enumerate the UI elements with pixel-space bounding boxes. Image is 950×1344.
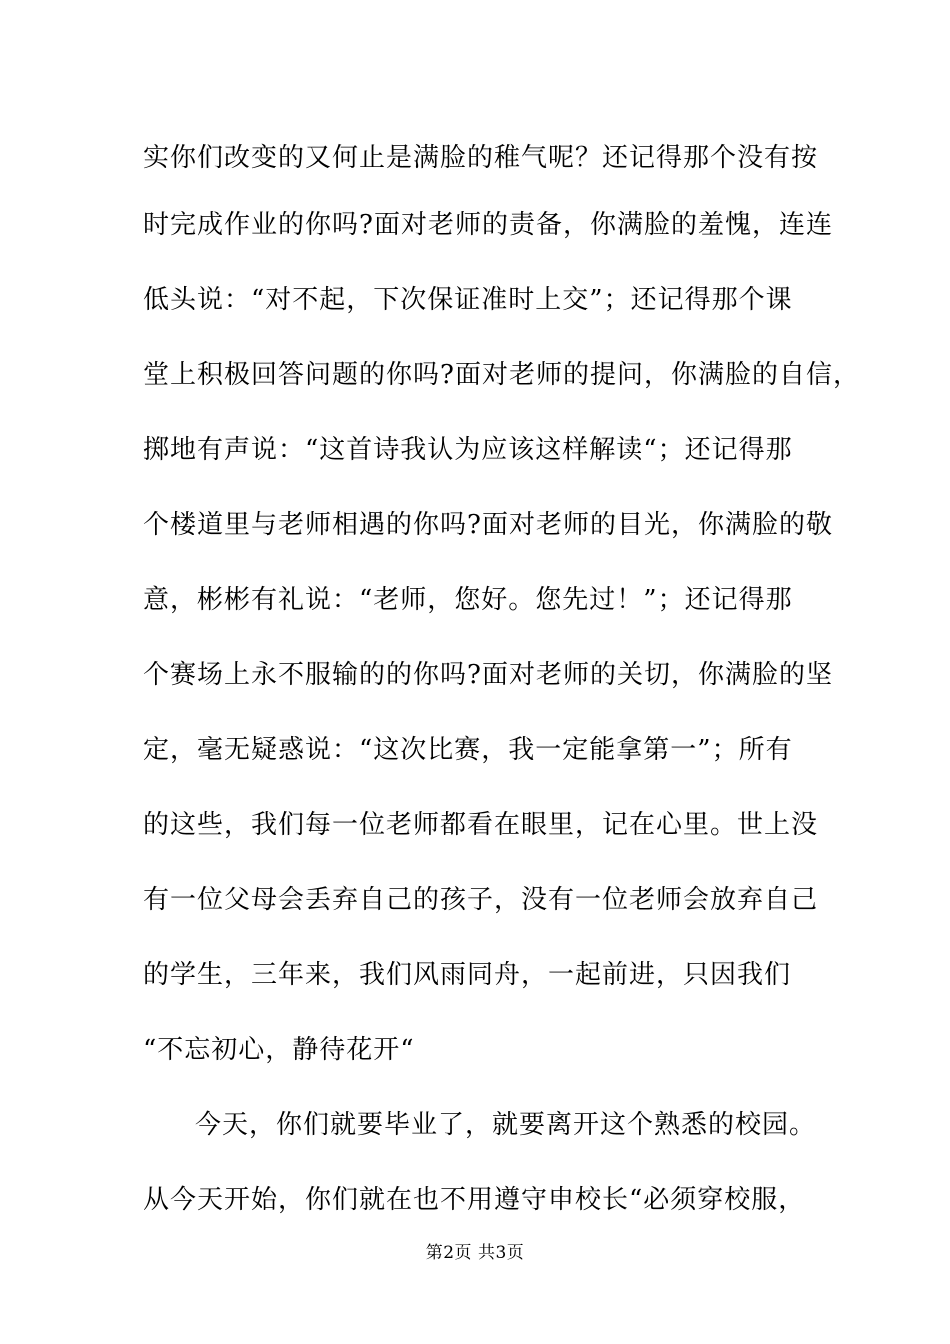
paragraph-line: 今天，你们就要毕业了，就要离开这个熟悉的校园。 xyxy=(195,1110,817,1140)
paragraph-line: 意，彬彬有礼说：“老师，您好。您先过！”；还记得那 xyxy=(143,585,793,615)
paragraph-line: 时完成作业的你吗?面对老师的责备，你满脸的羞愧，连连 xyxy=(143,210,833,240)
paragraph-line: 定，毫无疑惑说：“这次比赛，我一定能拿第一”；所有 xyxy=(143,735,793,765)
paragraph-line: 掷地有声说：“这首诗我认为应该这样解读“；还记得那 xyxy=(143,435,793,465)
paragraph-line: 从今天开始，你们就在也不用遵守申校长“必须穿校服， xyxy=(143,1185,806,1215)
paragraph-line: 的这些，我们每一位老师都看在眼里，记在心里。世上没 xyxy=(143,810,819,840)
paragraph-line: 堂上积极回答问题的你吗?面对老师的提问，你满脸的自信， xyxy=(143,360,860,390)
page-footer: 第2页 共3页 xyxy=(425,1243,525,1263)
paragraph-line: 个楼道里与老师相遇的你吗?面对老师的目光，你满脸的敬 xyxy=(143,510,833,540)
paragraph-line: 个赛场上永不服输的的你吗?面对老师的关切，你满脸的坚 xyxy=(143,660,833,690)
paragraph-line: 实你们改变的又何止是满脸的稚气呢？还记得那个没有按 xyxy=(143,143,819,173)
paragraph-line: 有一位父母会丢弃自己的孩子，没有一位老师会放弃自己 xyxy=(143,885,819,915)
paragraph-line: “不忘初心，静待花开“ xyxy=(143,1035,415,1065)
paragraph-line: 低头说：“对不起，下次保证准时上交”；还记得那个课 xyxy=(143,285,793,315)
paragraph-line: 的学生，三年来，我们风雨同舟，一起前进，只因我们 xyxy=(143,960,792,990)
